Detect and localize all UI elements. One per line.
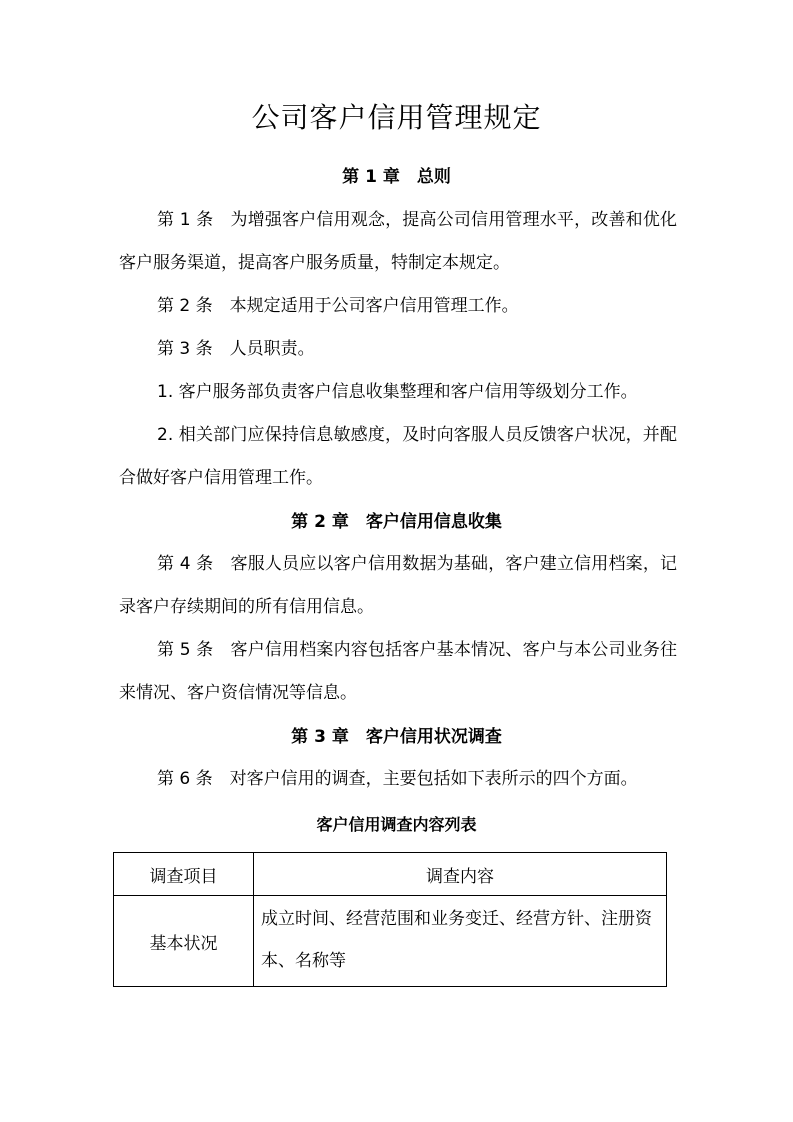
paragraph-article-1: 第 1 条 为增强客户信用观念，提高公司信用管理水平，改善和优化客户服务渠道，提高客户服务质量，特制定本规定。 xyxy=(119,210,677,273)
table-row xyxy=(114,896,667,987)
document-title: 公司客户信用管理规定 xyxy=(251,101,542,134)
table-header-row xyxy=(114,853,667,896)
paragraph-duty-1: 1. 客户服务部负责客户信息收集整理和客户信用等级划分工作。 xyxy=(157,382,638,402)
paragraph-article-5: 第 5 条 客户信用档案内容包括客户基本情况、客户与本公司业务往来情况、客户资信情况等信息。 xyxy=(119,640,677,703)
table-cell: 基本状况 xyxy=(114,896,254,987)
paragraph-article-6: 第 6 条 对客户信用的调查，主要包括如下表所示的四个方面。 xyxy=(157,769,638,789)
credit-survey-table xyxy=(113,852,667,987)
paragraph-article-4: 第 4 条 客服人员应以客户信用数据为基础，客户建立信用档案，记录客户存续期间的所有信用信息。 xyxy=(119,554,677,617)
paragraph-article-3: 第 3 条 人员职责。 xyxy=(157,339,315,359)
chapter-heading: 第 1 章 总则 xyxy=(342,167,451,187)
table-header-cell: 调查项目 xyxy=(114,853,254,896)
chapter-heading: 第 3 章 客户信用状况调查 xyxy=(291,727,502,747)
table-header-cell: 调查内容 xyxy=(254,853,667,896)
table-cell: 成立时间、经营范围和业务变迁、经营方针、注册资本、名称等 xyxy=(254,896,667,987)
paragraph-duty-2: 2. 相关部门应保持信息敏感度，及时向客服人员反馈客户状况，并配合做好客户信用管理工作。 xyxy=(119,425,677,488)
paragraph-article-2: 第 2 条 本规定适用于公司客户信用管理工作。 xyxy=(157,296,519,316)
table-caption: 客户信用调查内容列表 xyxy=(316,815,477,834)
chapter-heading: 第 2 章 客户信用信息收集 xyxy=(291,512,502,532)
